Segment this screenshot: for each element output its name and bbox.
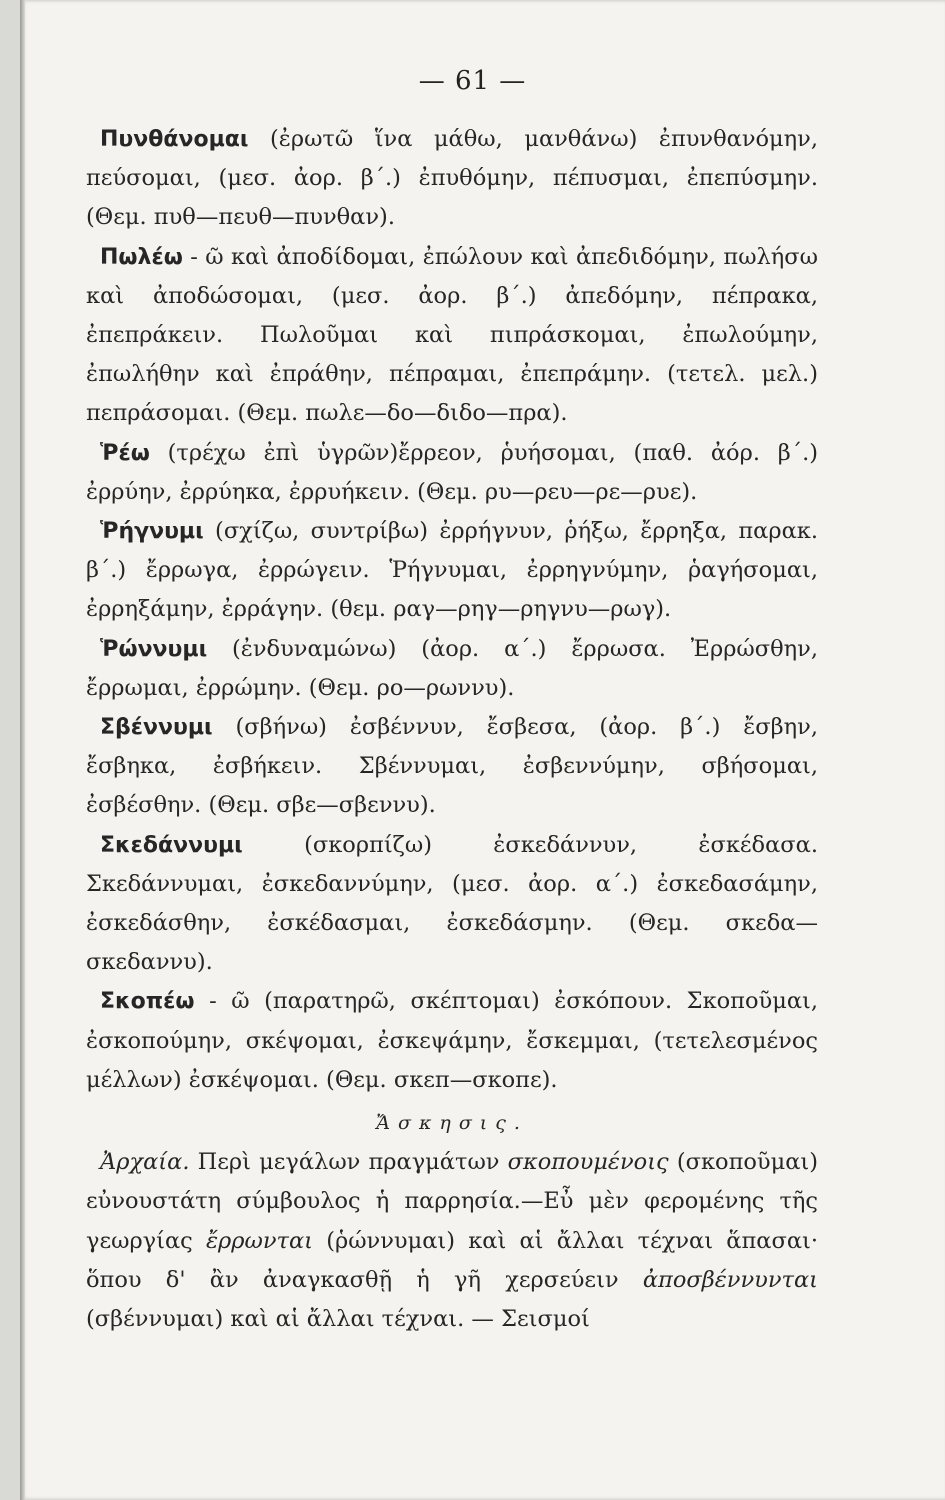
page-number: — 61 — — [418, 66, 527, 96]
page-spine-shadow — [20, 0, 25, 1500]
entry-lemma: Σκοπέω — [100, 989, 195, 1015]
entry-text: (ἐνδυναμώνω) (ἀορ. α΄.) ἔρρωσα. Ἐρρώσθην, ἔρρωμαι, ἐρρώμην. (Θεμ. ρο—ρωννυ). — [86, 635, 818, 701]
entry-text: - ῶ καὶ ἀποδίδομαι, ἐπώλουν καὶ ἀπεδιδόμην, πωλήσω καὶ ἀποδώσομαι, (μεσ. ἀορ. β΄.) ἀπεδόμην, πέπρακα, ἐπεπράκειν. Πωλοῦμαι καὶ πιπράσκομαι, ἐπωλούμην, ἐπωλήθην καὶ ἐπράθην, πέπραμαι, ἐπεπράμην. (τετελ. μελ.) πεπράσομαι. (Θεμ. πωλε—δο—διδο—πρα). — [86, 243, 818, 427]
entry-skopeo — [86, 982, 818, 1100]
entry-text: (σχίζω, συντρίβω) ἐρρήγνυν, ῥήξω, ἔρρηξα, παρακ. β΄.) ἔρρωγα, ἐρρώγειν. Ῥήγνυμαι, ἐρρηγνύμην, ῥαγήσομαι, ἐρρηξάμην, ἐρράγην. (θεμ. ραγ—ρηγ—ρηγνυ—ρωγ). — [86, 518, 818, 623]
exercise-highlight: σκοπουμένοις — [507, 1149, 669, 1176]
entry-poleo — [86, 238, 818, 434]
page-body — [86, 120, 818, 1339]
exercise-highlight: ἀποσβέννυνται — [642, 1266, 818, 1293]
exercise-text: (σβέννυμαι) καὶ αἱ ἄλλαι τέχναι. — Σεισμοί — [86, 1306, 590, 1333]
entry-text: - ῶ (παρατηρῶ, σκέπτομαι) ἐσκόπουν. Σκοποῦμαι, ἐσκοπούμην, σκέψομαι, ἐσκεψάμην, ἔσκεμμαι, (τετελεσμένος μέλλων) ἐσκέψομαι. (Θεμ. σκεπ—σκοπε). — [86, 988, 818, 1093]
entry-lemma: Σκεδάννυμι — [100, 832, 243, 858]
entry-text: (τρέχω ἐπὶ ὑγρῶν)ἔρρεον, ῥυήσομαι, (παθ. ἀόρ. β΄.) ἐρρύην, ἐρρύηκα, ἐρρυήκειν. (Θεμ. ρυ—ρευ—ρε—ρυε). — [86, 439, 818, 505]
entry-lemma: Πυνθάνομαι — [100, 127, 249, 152]
entry-lemma: Σβέννυμι — [100, 715, 213, 741]
exercise-paragraph — [86, 1143, 818, 1339]
exercise-text: (σκοποῦμαι) εὐνουστάτη σύμβουλος ἡ παρρησία.—Εὖ μὲν φερομένης τῆς γεωργίας — [86, 1149, 818, 1254]
entry-text: (σβήνω) ἐσβέννυν, ἔσβεσα, (ἀορ. β΄.) ἔσβην, ἔσβηκα, ἐσβήκειν. Σβέννυμαι, ἐσβεννύμην, σβήσομαι, ἐσβέσθην. (Θεμ. σβε—σβεννυ). — [86, 714, 818, 819]
entry-regnymi — [86, 512, 818, 630]
entry-ronnymi — [86, 630, 818, 708]
entry-lemma: Ῥήγνυμι — [100, 519, 204, 545]
entry-pynthanomai — [86, 120, 818, 238]
exercise-text: Περὶ μεγάλων πραγμάτων — [189, 1149, 508, 1176]
entry-text: (σκορπίζω) ἐσκεδάννυν, ἐσκέδασα. Σκεδάννυμαι, ἐσκεδαννύμην, (μεσ. ἀορ. α΄.) ἐσκεδασάμην, ἐσκεδάσθην, ἐσκέδασμαι, ἐσκεδάσμην. (Θεμ. σκεδα—σκεδαννυ). — [86, 831, 818, 976]
entry-sbennymi — [86, 708, 818, 826]
exercise-highlight: ἔρρωνται — [205, 1227, 313, 1254]
entry-lemma: Πωλέω — [100, 244, 183, 270]
exercise-text: (ῥώννυμαι) καὶ αἱ ἄλλαι τέχναι ἅπασαι· ὅπου δ' ἂν ἀναγκασθῇ ἡ γῆ χερσεύειν — [86, 1227, 818, 1293]
entry-text: (ἐρωτῶ ἵνα μάθω, μανθάνω) ἐπυνθανόμην, πεύσομαι, (μεσ. ἀορ. β΄.) ἐπυθόμην, πέπυσμαι, ἐπεπύσμην. (Θεμ. πυθ—πευθ—πυνθαν). — [86, 126, 818, 231]
entry-lemma: Ῥώννυμι — [100, 636, 208, 662]
entry-lemma: Ῥέω — [100, 440, 150, 466]
exercise-heading: Ἄσκησις. — [376, 1112, 528, 1135]
entry-skedannymi — [86, 826, 818, 983]
entry-reo — [86, 434, 818, 512]
exercise-label: Ἀρχαία. — [100, 1149, 190, 1176]
